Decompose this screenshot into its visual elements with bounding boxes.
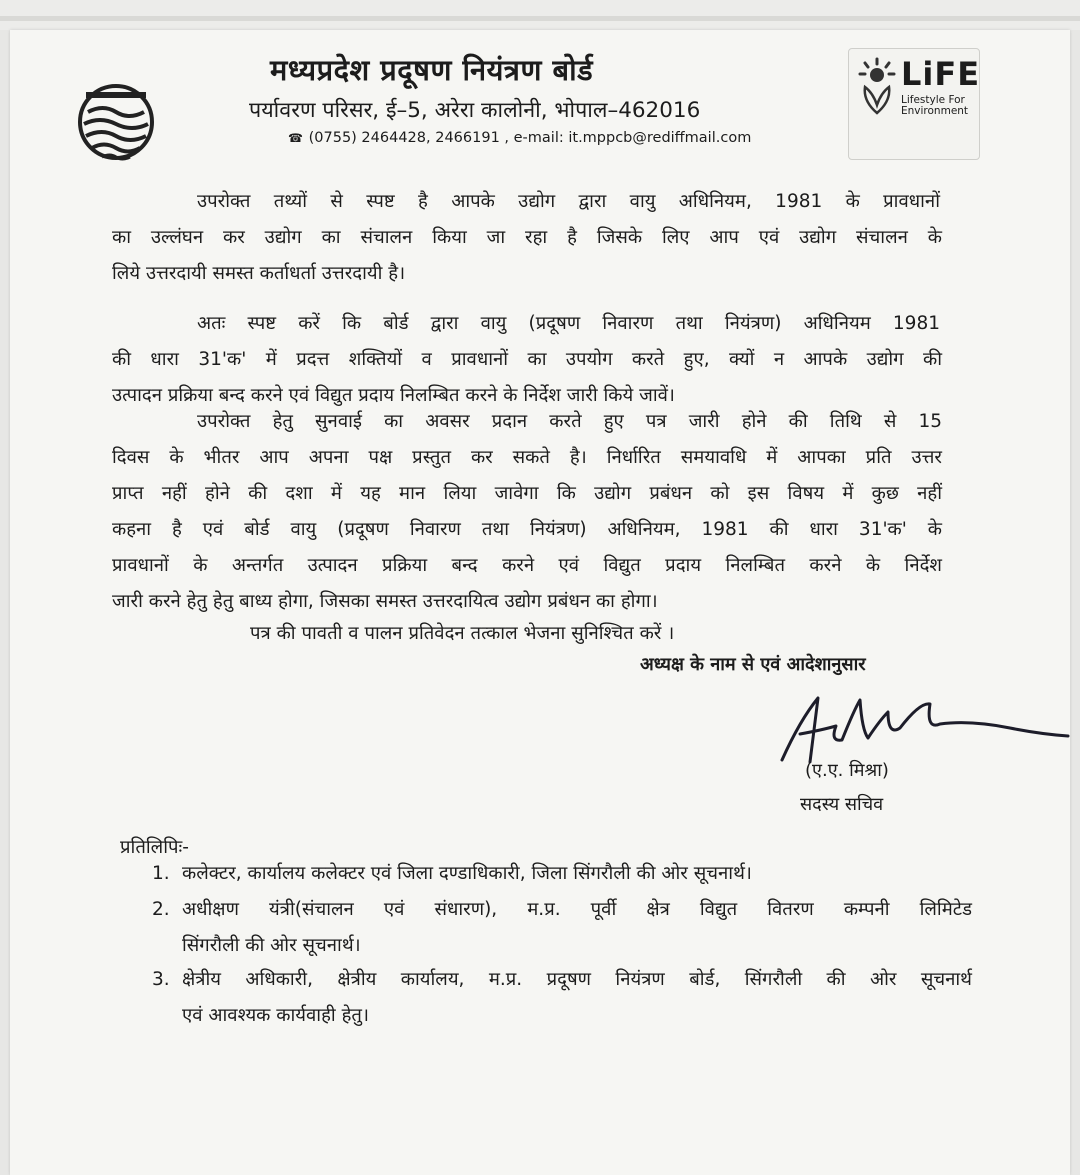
- item-text: सिंगरौली की ओर सूचनार्थ।: [182, 935, 361, 956]
- life-logo: [848, 48, 980, 160]
- paragraph-line: जारी करने हेतु हेतु बाध्य होगा, जिसका समस्त उत्तरदायित्व उद्योग प्रबंधन का होगा।: [112, 591, 658, 612]
- paragraph-4: पत्र की पावती व पालन प्रतिवेदन तत्काल भेजना सुनिश्चित करें ।: [250, 623, 675, 644]
- signatory-name: (ए.ए. मिश्रा): [805, 760, 889, 781]
- paragraph-3: [112, 404, 942, 620]
- org-contact: [288, 130, 788, 146]
- life-sun-icon: [855, 57, 899, 117]
- paragraph-line: प्रावधानों के अन्तर्गत उत्पादन प्रक्रिया बन्द करने एवं विद्युत प्रदाय निलम्बित करने के निर्देश: [112, 555, 942, 576]
- paragraph-line: का उल्लंघन कर उद्योग का संचालन किया जा रहा है जिसके लिए आप एवं उद्योग संचालन के: [112, 227, 942, 248]
- paragraph-line: कहना है एवं बोर्ड वायु (प्रदूषण निवारण तथा नियंत्रण) अधिनियम, 1981 की धारा 31'क' के: [112, 519, 942, 540]
- paragraph-line: उपरोक्त तथ्यों से स्पष्ट है आपके उद्योग द्वारा वायु अधिनियम, 1981 के प्रावधानों: [197, 191, 940, 212]
- paragraph-line: की धारा 31'क' में प्रदत्त शक्तियों व प्रावधानों का उपयोग करते हुए, क्यों न आपके उद्योग की: [112, 349, 942, 370]
- paragraph-line: उपरोक्त हेतु सुनवाई का अवसर प्रदान करते हुए पत्र जारी होने की तिथि से 15: [197, 411, 942, 432]
- paragraph-line: अतः स्पष्ट करें कि बोर्ड द्वारा वायु (प्रदूषण निवारण तथा नियंत्रण) अधिनियम 1981: [197, 313, 940, 334]
- org-title: मध्यप्रदेश प्रदूषण नियंत्रण बोर्ड: [270, 53, 594, 87]
- contact-text: (0755) 2464428, 2466191 , e-mail: it.mppcb@rediffmail.com: [308, 130, 752, 146]
- paragraph-2: [112, 306, 942, 414]
- divider: [0, 16, 1080, 21]
- life-tagline: Lifestyle For Environment: [901, 94, 969, 117]
- copy-to-item: [152, 962, 972, 1034]
- item-text: अधीक्षण यंत्री(संचालन एवं संधारण), म.प्र. पूर्वी क्षेत्र विद्युत वितरण कम्पनी लिमिटेड: [182, 899, 972, 920]
- item-number: 1.: [152, 863, 170, 884]
- item-text: एवं आवश्यक कार्यवाही हेतु।: [182, 1005, 369, 1026]
- copy-to-label: प्रतिलिपिः-: [120, 837, 189, 858]
- item-text: क्षेत्रीय अधिकारी, क्षेत्रीय कार्यालय, म.प्र. प्रदूषण नियंत्रण बोर्ड, सिंगरौली की ओर सूचनार्थ: [182, 969, 972, 990]
- paragraph-1: [112, 184, 942, 292]
- item-number: 2.: [152, 899, 170, 920]
- copy-to-item: [152, 856, 752, 892]
- signatory-designation: सदस्य सचिव: [800, 794, 884, 815]
- copy-to-item: [152, 892, 972, 964]
- paragraph-line: प्राप्त नहीं होने की दशा में यह मान लिया जावेगा कि उद्योग प्रबंधन को इस विषय में कुछ नहीं: [112, 483, 942, 504]
- item-number: 3.: [152, 969, 170, 990]
- by-order-label: अध्यक्ष के नाम से एवं आदेशानुसार: [640, 654, 866, 675]
- phone-icon: ☎: [288, 131, 303, 145]
- mppcb-emblem-icon: [68, 52, 178, 202]
- paragraph-line: लिये उत्तरदायी समस्त कर्ताधर्ता उत्तरदायी है।: [112, 263, 406, 284]
- org-address: पर्यावरण परिसर, ई–5, अरेरा कालोनी, भोपाल–462016: [249, 98, 701, 123]
- item-text: कलेक्टर, कार्यालय कलेक्टर एवं जिला दण्डाधिकारी, जिला सिंगरौली की ओर सूचनार्थ।: [182, 863, 752, 884]
- life-word: LiFE: [901, 55, 981, 93]
- paragraph-line: दिवस के भीतर आप अपना पक्ष प्रस्तुत कर सकते है। निर्धारित समयावधि में आपका प्रति उत्तर: [112, 447, 942, 468]
- paragraph-line: उत्पादन प्रक्रिया बन्द करने एवं विद्युत प्रदाय निलम्बित करने के निर्देश जारी किये जावें।: [112, 385, 675, 406]
- top-strip: [0, 0, 1080, 30]
